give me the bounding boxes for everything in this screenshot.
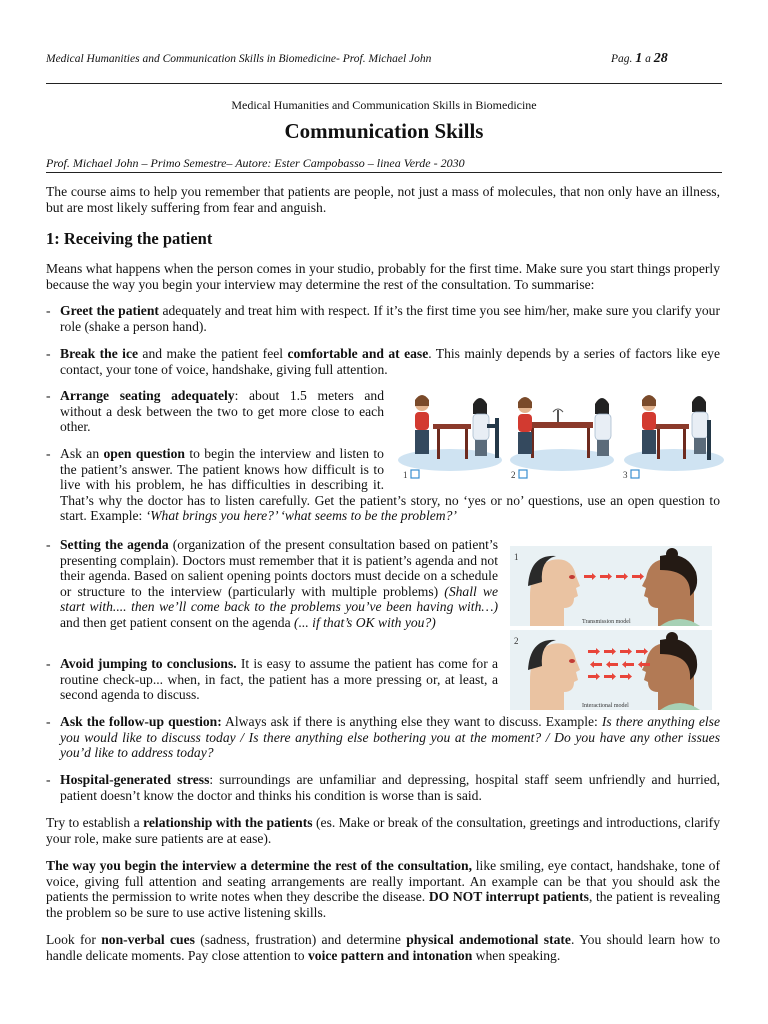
interview-start-paragraph: The way you begin the interview a determine the rest of the consultation, like smiling, eye contact, handshake, tone of voice, giving full attention and seating arrangements are really important. An example can be that you should ask the patients the permission to write notes when they describe the disease. DO NOT interrupt patients, the patient is revealing the problem so be sure to use active listening skills. bbox=[46, 858, 721, 920]
svg-text:1: 1 bbox=[403, 470, 408, 480]
transmission-model-panel bbox=[510, 546, 712, 626]
list-item: - Greet the patient adequately and treat him with respect. If it’s the first time you see him/her, make sure you clarify your role (shake a person hand). bbox=[46, 303, 721, 334]
page-number: Pag. 1 a 28 bbox=[611, 51, 668, 66]
page-title: Communication Skills bbox=[284, 119, 484, 143]
list-item: - Break the ice and make the patient feel comfortable and at ease. This mainly depends by a series of factors like eye contact, your tone of voice, handshake, giving full attention. bbox=[46, 346, 720, 377]
doc-subtitle: Medical Humanities and Communication Skills in Biomedicine bbox=[231, 98, 537, 112]
list-item: - Arrange seating adequately: about 1.5 meters and without a desk between the two to get more close to each other. bbox=[46, 388, 384, 434]
seating-scene-1 bbox=[398, 395, 502, 480]
nonverbal-paragraph: Look for non-verbal cues (sadness, frustration) and determine physical andemotional state. You should learn how to handle delicate moments. Pay close attention to voice pattern and intonation when speaking. bbox=[46, 932, 721, 963]
seating-scene-2 bbox=[510, 397, 614, 480]
authors-line: Prof. Michael John – Primo Semestre– Autore: Ester Campobasso – linea Verde - 2030 bbox=[46, 156, 465, 170]
list-item: - Ask an open question to begin the interview and listen to the patient’s answer. The patient knows how difficult is to live with his problem, he has difficulties in describing it. That’s why the doctor has to listen carefully. Get the patient’s story, no ‘yes or no’ questions, use an open question to start. Example: ‘What brings you here?’ ‘what seems to be the problem?’ bbox=[46, 446, 720, 523]
running-header-title: Medical Humanities and Communication Skills in Biomedicine- Prof. Michael John bbox=[46, 53, 432, 65]
svg-text:Interactional model: Interactional model bbox=[582, 703, 629, 709]
svg-text:3: 3 bbox=[623, 470, 628, 480]
interactional-model-panel bbox=[510, 630, 712, 710]
relationship-paragraph: Try to establish a relationship with the patients (es. Make or break of the consultation, greetings and introductions, clarify your role, make sure patients are at ease). bbox=[46, 815, 721, 846]
list-item: - Ask the follow-up question: Always ask if there is anything else they want to discuss. Example: Is there anything else you would like to discuss today / Is there anything else bothering you at the moment? / Do you have any other issues you’d like to address today? bbox=[46, 714, 720, 760]
authors-rule bbox=[46, 172, 722, 173]
seating-scene-3 bbox=[623, 395, 724, 480]
list-item: - Avoid jumping to conclusions. It is easy to assume the patient has come for a routine check-up... when, in fact, the patient has a more pressing or, at least, a second agenda to discuss. bbox=[46, 656, 498, 702]
header-rule bbox=[46, 83, 722, 84]
svg-text:1: 1 bbox=[514, 552, 519, 562]
section-lead: Means what happens when the person comes in your studio, probably for the first time. Make sure you start things properly because the way you begin your interview may determine the rest of the consultation. To summarise: bbox=[46, 261, 720, 292]
svg-text:2: 2 bbox=[514, 636, 519, 646]
section-heading: 1: Receiving the patient bbox=[46, 229, 213, 248]
seating-arrangement-figure bbox=[395, 388, 725, 484]
list-item: - Hospital-generated stress: surroundings are unfamiliar and depressing, hospital staff seem unfriendly and hurried, patient doesn’t know the doctor and thinks his condition is worse than is said. bbox=[46, 772, 720, 803]
list-item: - Setting the agenda (organization of the present consultation based on patient’s presenting complain). Doctors must remember that it is patient’s agenda and not their agenda. Based on salient opening points doctors must decide on a schedule or structure to the interview (particularly with multiple problems) (Shall we start with.... then we’ll come back to the problems you’ve been having with…) and then get patient consent on the agenda (... if that’s OK with you?) bbox=[46, 537, 498, 630]
svg-text:2: 2 bbox=[511, 470, 516, 480]
communication-models-figure bbox=[510, 546, 712, 712]
svg-text:Transmission model: Transmission model bbox=[582, 619, 631, 625]
intro-paragraph: The course aims to help you remember that patients are people, not just a mass of molecules, that non only have an illness, but are most likely suffering from fear and anguish. bbox=[46, 184, 720, 215]
